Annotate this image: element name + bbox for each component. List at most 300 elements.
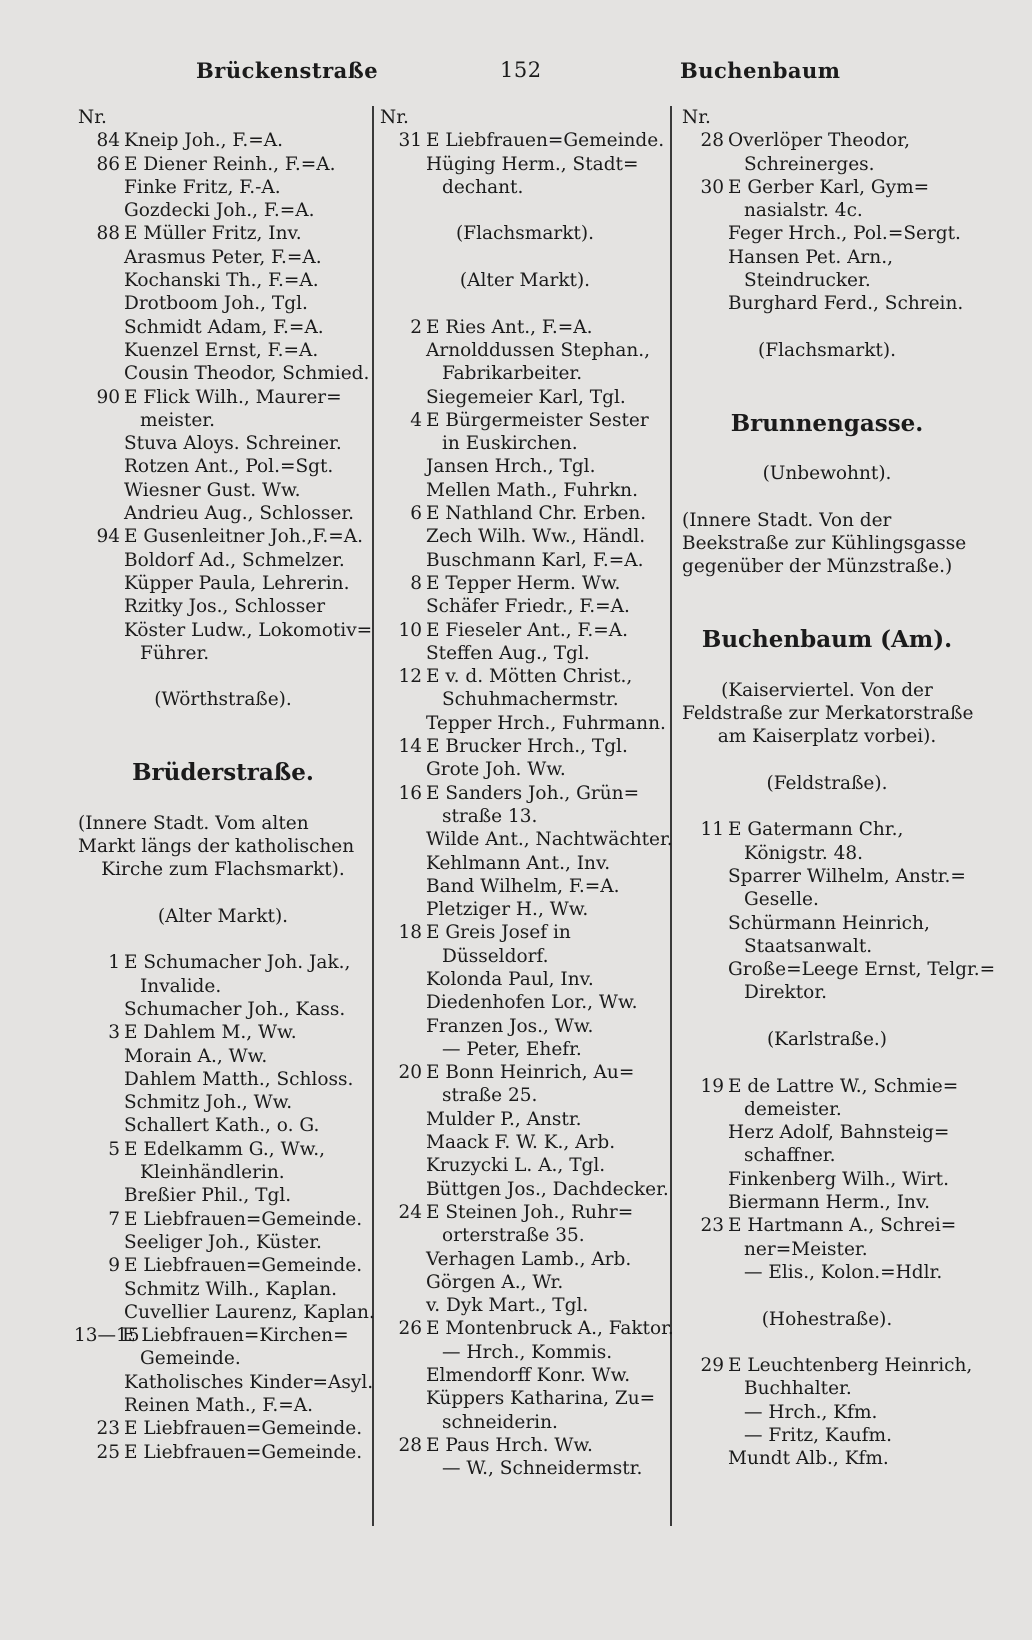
directory-line xyxy=(78,735,368,758)
resident-entry: E Liebfrauen=Gemeinde. xyxy=(124,1255,363,1277)
directory-line xyxy=(682,1238,972,1261)
resident-entry: Schmidt Adam, F.=A. xyxy=(124,316,324,338)
directory-line xyxy=(380,246,670,269)
house-number: 26 xyxy=(398,1318,422,1340)
directory-line xyxy=(682,865,972,888)
directory-line xyxy=(78,106,368,129)
resident-entry: Hansen Pet. Arn., xyxy=(728,246,893,268)
directory-line xyxy=(380,479,670,502)
resident-entry: Elmendorff Konr. Ww. xyxy=(426,1365,631,1387)
directory-line xyxy=(78,153,368,176)
directory-line xyxy=(78,1301,375,1324)
house-number: 31 xyxy=(398,130,422,152)
directory-line xyxy=(78,1371,374,1394)
resident-entry: schneiderin. xyxy=(442,1411,558,1433)
directory-line xyxy=(380,1201,670,1224)
resident-entry: Andrieu Aug., Schlosser. xyxy=(124,503,355,525)
directory-line xyxy=(78,409,368,432)
directory-line xyxy=(380,1411,670,1434)
directory-line xyxy=(78,1347,368,1370)
directory-line xyxy=(78,362,368,385)
house-number: 4 xyxy=(410,409,422,431)
resident-entry: E Montenbruck A., Faktor. xyxy=(426,1318,674,1340)
resident-entry: v. Dyk Mart., Tgl. xyxy=(426,1295,589,1317)
directory-line xyxy=(78,758,368,788)
house-number: 8 xyxy=(410,572,422,594)
directory-line xyxy=(78,642,368,665)
resident-entry: Rzitky Jos., Schlosser xyxy=(124,596,326,618)
directory-line xyxy=(682,509,972,532)
number-column-label: Nr. xyxy=(682,107,711,128)
resident-entry: E Greis Josef in xyxy=(426,922,571,944)
resident-entry: Katholisches Kinder=Asyl. xyxy=(124,1371,374,1393)
directory-line xyxy=(380,106,670,129)
directory-line xyxy=(78,572,368,595)
resident-entry: Reinen Math., F.=A. xyxy=(124,1395,313,1417)
house-number: 20 xyxy=(398,1062,422,1084)
resident-entry: Gemeinde. xyxy=(140,1348,241,1370)
resident-entry: Kuenzel Ernst, F.=A. xyxy=(124,339,319,361)
directory-line xyxy=(380,455,670,478)
directory-line xyxy=(380,875,670,898)
street-note: (Alter Markt). xyxy=(459,270,591,292)
directory-line xyxy=(78,595,368,618)
resident-entry: E Paus Hrch. Ww. xyxy=(426,1434,593,1456)
directory-line xyxy=(380,339,670,362)
directory-line xyxy=(380,153,670,176)
resident-entry: Direktor. xyxy=(744,982,828,1004)
resident-entry: meister. xyxy=(140,409,215,431)
directory-line xyxy=(682,176,972,199)
directory-line xyxy=(78,1161,368,1184)
resident-entry: E Liebfrauen=Gemeinde. xyxy=(124,1208,363,1230)
resident-entry: Rotzen Ant., Pol.=Sgt. xyxy=(124,456,334,478)
directory-line xyxy=(78,222,368,245)
resident-entry: E Liebfrauen=Gemeinde. xyxy=(426,130,665,152)
street-note: (Hohestraße). xyxy=(761,1308,893,1330)
resident-entry: nasialstr. 4c. xyxy=(744,200,863,222)
house-number: 13—15 xyxy=(74,1325,140,1347)
directory-line xyxy=(380,991,670,1014)
directory-line xyxy=(682,246,972,269)
resident-entry: — Hrch., Kfm. xyxy=(744,1401,878,1423)
resident-entry: Schmitz Joh., Ww. xyxy=(124,1092,293,1114)
resident-entry: E Tepper Herm. Ww. xyxy=(426,572,621,594)
resident-entry: Herz Adolf, Bahnsteig= xyxy=(728,1122,950,1144)
resident-entry: Stuva Aloys. Schreiner. xyxy=(124,433,342,455)
directory-line xyxy=(380,665,670,688)
directory-line xyxy=(380,1154,670,1177)
directory-line xyxy=(682,532,972,555)
house-number: 23 xyxy=(700,1215,724,1237)
resident-entry: Hüging Herm., Stadt= xyxy=(426,153,639,175)
directory-line xyxy=(380,1364,670,1387)
directory-line xyxy=(74,1324,368,1347)
directory-line xyxy=(78,1394,368,1417)
resident-entry: Schäfer Friedr., F.=A. xyxy=(426,596,630,618)
resident-entry: in Euskirchen. xyxy=(442,433,578,455)
running-head xyxy=(0,58,1032,92)
house-number: 25 xyxy=(96,1441,120,1463)
street-note: Markt längs der katholischen xyxy=(78,835,355,857)
directory-line xyxy=(380,1271,670,1294)
directory-line xyxy=(380,1294,670,1317)
directory-line xyxy=(380,1131,670,1154)
house-number: 5 xyxy=(108,1138,120,1160)
directory-line xyxy=(380,1084,670,1107)
resident-entry: E Gusenleitner Joh.,F.=A. xyxy=(124,526,364,548)
resident-entry: Staatsanwalt. xyxy=(744,935,873,957)
house-number: 28 xyxy=(398,1434,422,1456)
directory-line xyxy=(78,1254,368,1277)
directory-line xyxy=(682,1331,972,1354)
directory-line xyxy=(682,702,972,725)
resident-entry: Cousin Theodor, Schmied. xyxy=(124,363,370,385)
resident-entry: Steindrucker. xyxy=(744,270,871,292)
directory-line xyxy=(682,912,972,935)
directory-line xyxy=(682,1098,972,1121)
directory-line xyxy=(682,1308,972,1331)
directory-line xyxy=(78,479,368,502)
resident-entry: orterstraße 35. xyxy=(442,1225,585,1247)
directory-line xyxy=(78,905,368,928)
directory-line xyxy=(78,339,368,362)
directory-line xyxy=(682,269,972,292)
street-note: (Unbewohnt). xyxy=(762,463,892,485)
resident-entry: — Peter, Ehefr. xyxy=(442,1038,582,1060)
directory-line xyxy=(682,222,972,245)
directory-line xyxy=(380,642,670,665)
column-rule xyxy=(670,106,672,1526)
directory-line xyxy=(380,1341,670,1364)
directory-line xyxy=(78,1231,368,1254)
directory-line xyxy=(682,579,972,602)
directory-line xyxy=(380,316,670,339)
resident-entry: E Sanders Joh., Grün= xyxy=(426,782,640,804)
directory-line xyxy=(682,679,972,702)
resident-entry: Sparrer Wilhelm, Anstr.= xyxy=(728,865,966,887)
directory-line xyxy=(380,432,670,455)
directory-line xyxy=(682,1354,972,1377)
directory-line xyxy=(380,898,670,921)
number-column-label: Nr. xyxy=(380,107,409,128)
resident-entry: Kruzycki L. A., Tgl. xyxy=(426,1155,606,1177)
directory-line xyxy=(682,339,972,362)
directory-line xyxy=(380,805,670,828)
directory-line xyxy=(682,1005,972,1028)
resident-entry: Kleinhändlerin. xyxy=(140,1162,285,1184)
directory-line xyxy=(380,735,670,758)
directory-line xyxy=(380,1317,674,1340)
resident-entry: Wilde Ant., Nachtwächter. xyxy=(426,829,673,851)
directory-line xyxy=(78,176,368,199)
resident-entry: Düsseldorf. xyxy=(442,945,549,967)
directory-line xyxy=(78,712,368,735)
directory-line xyxy=(682,655,972,678)
house-number: 23 xyxy=(96,1418,120,1440)
resident-entry: E Nathland Chr. Erben. xyxy=(426,503,647,525)
resident-entry: Gozdecki Joh., F.=A. xyxy=(124,200,315,222)
directory-line xyxy=(78,549,368,572)
directory-line xyxy=(78,1441,368,1464)
resident-entry: Verhagen Lamb., Arb. xyxy=(426,1248,632,1270)
directory-line xyxy=(682,555,972,578)
directory-line xyxy=(78,951,368,974)
directory-line xyxy=(78,858,368,881)
resident-entry: Seeliger Joh., Küster. xyxy=(124,1231,322,1253)
house-number: 10 xyxy=(398,619,422,641)
directory-line xyxy=(682,199,972,222)
header-left-street: Brückenstraße xyxy=(196,58,379,83)
resident-entry: — Elis., Kolon.=Hdlr. xyxy=(744,1261,943,1283)
resident-entry: E Brucker Hrch., Tgl. xyxy=(426,736,628,758)
directory-line xyxy=(380,758,670,781)
directory-line xyxy=(380,292,670,315)
directory-line xyxy=(682,935,972,958)
directory-line xyxy=(682,1261,972,1284)
directory-line xyxy=(380,1061,670,1084)
house-number: 24 xyxy=(398,1201,422,1223)
street-note: (Alter Markt). xyxy=(157,905,289,927)
directory-line xyxy=(380,549,670,572)
directory-line xyxy=(380,502,670,525)
directory-line xyxy=(78,975,368,998)
directory-line xyxy=(682,439,972,462)
resident-entry: Große=Leege Ernst, Telgr.= xyxy=(728,959,996,981)
directory-line xyxy=(78,1068,368,1091)
house-number: 30 xyxy=(700,176,724,198)
directory-line xyxy=(682,485,972,508)
resident-entry: ner=Meister. xyxy=(744,1238,868,1260)
directory-line xyxy=(380,782,670,805)
resident-entry: — Hrch., Kommis. xyxy=(442,1341,613,1363)
resident-entry: Finkenberg Wilh., Wirt. xyxy=(728,1168,949,1190)
house-number: 94 xyxy=(96,526,120,548)
resident-entry: E v. d. Mötten Christ., xyxy=(426,666,633,688)
directory-line xyxy=(380,1457,670,1480)
resident-entry: Arnolddussen Stephan., xyxy=(426,339,651,361)
resident-entry: Drotboom Joh., Tgl. xyxy=(124,293,308,315)
resident-entry: Morain A., Ww. xyxy=(124,1045,268,1067)
resident-entry: Zech Wilh. Ww., Händl. xyxy=(426,526,646,548)
directory-line xyxy=(78,502,368,525)
house-number: 12 xyxy=(398,666,422,688)
resident-entry: Grote Joh. Ww. xyxy=(426,759,566,781)
directory-line xyxy=(78,292,368,315)
resident-entry: Königstr. 48. xyxy=(744,842,864,864)
street-note: (Innere Stadt. Von der xyxy=(682,509,892,531)
resident-entry: E Leuchtenberg Heinrich, xyxy=(728,1355,973,1377)
resident-entry: Franzen Jos., Ww. xyxy=(426,1015,594,1037)
directory-line xyxy=(380,968,670,991)
resident-entry: Küppers Katharina, Zu= xyxy=(426,1388,656,1410)
house-number: 1 xyxy=(108,952,120,974)
resident-entry: straße 25. xyxy=(442,1085,538,1107)
resident-entry: E Gatermann Chr., xyxy=(728,819,904,841)
resident-entry: E Steinen Joh., Ruhr= xyxy=(426,1201,634,1223)
resident-entry: Buschmann Karl, F.=A. xyxy=(426,549,644,571)
house-number: 88 xyxy=(96,223,120,245)
directory-line xyxy=(682,1075,972,1098)
resident-entry: Invalide. xyxy=(140,975,222,997)
directory-line xyxy=(380,199,670,222)
directory-line xyxy=(78,432,368,455)
street-note: (Wörthstraße). xyxy=(154,689,292,711)
directory-line xyxy=(380,1015,670,1038)
directory-line xyxy=(380,269,670,292)
resident-entry: Finke Fritz, F.-A. xyxy=(124,176,281,198)
column-2 xyxy=(380,106,674,1481)
directory-line xyxy=(380,619,670,642)
street-note: (Feldstraße). xyxy=(766,772,888,794)
house-number: 84 xyxy=(96,130,120,152)
resident-entry: Mulder P., Anstr. xyxy=(426,1108,582,1130)
resident-entry: demeister. xyxy=(744,1098,842,1120)
resident-entry: Kneip Joh., F.=A. xyxy=(124,130,284,152)
column-3 xyxy=(682,106,996,1471)
directory-line xyxy=(682,1168,972,1191)
street-note: am Kaiserplatz vorbei). xyxy=(717,726,937,748)
directory-line xyxy=(78,1417,368,1440)
resident-entry: Schmitz Wilh., Kaplan. xyxy=(124,1278,337,1300)
directory-line xyxy=(78,665,368,688)
house-number: 3 xyxy=(108,1022,120,1044)
resident-entry: Görgen A., Wr. xyxy=(426,1271,564,1293)
resident-entry: schaffner. xyxy=(744,1145,836,1167)
resident-entry: Band Wilhelm, F.=A. xyxy=(426,875,620,897)
resident-entry: E Bonn Heinrich, Au= xyxy=(426,1062,635,1084)
resident-entry: Küpper Paula, Lehrerin. xyxy=(124,572,350,594)
directory-line xyxy=(78,1208,368,1231)
directory-line xyxy=(78,835,368,858)
directory-line xyxy=(78,882,368,905)
resident-entry: E Diener Reinh., F.=A. xyxy=(124,153,336,175)
resident-entry: E Ries Ant., F.=A. xyxy=(426,316,593,338)
directory-line xyxy=(682,462,972,485)
directory-line xyxy=(78,688,368,711)
directory-line xyxy=(682,292,972,315)
directory-line xyxy=(78,1021,368,1044)
house-number: 86 xyxy=(96,153,120,175)
resident-entry: E Liebfrauen=Gemeinde. xyxy=(124,1418,363,1440)
directory-line xyxy=(682,386,972,409)
resident-entry: Schumacher Joh., Kass. xyxy=(124,998,346,1020)
street-note: (Kaiserviertel. Von der xyxy=(721,679,933,701)
directory-line xyxy=(380,362,670,385)
directory-line xyxy=(380,176,670,199)
resident-entry: Overlöper Theodor, xyxy=(728,130,910,152)
resident-entry: Diedenhofen Lor., Ww. xyxy=(426,992,638,1014)
directory-line xyxy=(78,525,368,548)
resident-entry: Pletziger H., Ww. xyxy=(426,899,589,921)
directory-line xyxy=(682,748,972,771)
directory-line xyxy=(78,998,368,1021)
directory-line xyxy=(682,316,972,339)
directory-line xyxy=(380,688,670,711)
directory-line xyxy=(380,1434,670,1457)
street-note: Kirche zum Flachsmarkt). xyxy=(101,859,345,881)
resident-entry: Jansen Hrch., Tgl. xyxy=(426,456,596,478)
house-number: 14 xyxy=(398,736,422,758)
directory-line xyxy=(682,772,972,795)
directory-line xyxy=(380,712,670,735)
resident-entry: Maack F. W. K., Arb. xyxy=(426,1132,616,1154)
directory-line xyxy=(682,1284,972,1307)
resident-entry: E Gerber Karl, Gym= xyxy=(728,176,930,198)
resident-entry: Dahlem Matth., Schloss. xyxy=(124,1068,354,1090)
resident-entry: E Liebfrauen=Gemeinde. xyxy=(124,1441,363,1463)
street-heading: Buchenbaum (Am). xyxy=(701,626,953,654)
directory-line xyxy=(682,1144,972,1167)
directory-line xyxy=(380,1038,670,1061)
resident-entry: Kolonda Paul, Inv. xyxy=(426,968,594,990)
directory-line xyxy=(78,246,368,269)
directory-line xyxy=(78,316,368,339)
directory-line xyxy=(380,828,673,851)
directory-line xyxy=(682,1121,972,1144)
column-1 xyxy=(74,106,375,1464)
directory-line xyxy=(78,788,368,811)
page-number: 152 xyxy=(500,58,542,82)
house-number: 2 xyxy=(410,316,422,338)
directory-line xyxy=(682,409,972,439)
resident-entry: Kochanski Th., F.=A. xyxy=(124,270,319,292)
house-number: 9 xyxy=(108,1255,120,1277)
resident-entry: Schuhmachermstr. xyxy=(442,689,619,711)
directory-line xyxy=(78,269,368,292)
directory-line xyxy=(380,572,670,595)
resident-entry: E Schumacher Joh. Jak., xyxy=(124,952,351,974)
directory-line xyxy=(682,795,972,818)
resident-entry: E Bürgermeister Sester xyxy=(426,409,649,431)
resident-entry: Breßier Phil., Tgl. xyxy=(124,1185,292,1207)
directory-line xyxy=(682,1377,972,1400)
directory-line xyxy=(682,1447,972,1470)
resident-entry: Steffen Aug., Tgl. xyxy=(426,642,590,664)
resident-entry: E Liebfrauen=Kirchen= xyxy=(122,1325,349,1347)
street-note: Beekstraße zur Kühlingsgasse xyxy=(682,533,967,555)
house-number: 7 xyxy=(108,1208,120,1230)
directory-line xyxy=(682,1214,972,1237)
resident-entry: Mellen Math., Fuhrkn. xyxy=(426,479,638,501)
directory-line xyxy=(78,1278,368,1301)
house-number: 6 xyxy=(410,503,422,525)
house-number: 19 xyxy=(700,1075,724,1097)
directory-line xyxy=(682,1028,972,1051)
directory-line xyxy=(380,1178,670,1201)
resident-entry: Schürmann Heinrich, xyxy=(728,912,930,934)
resident-entry: E de Lattre W., Schmie= xyxy=(728,1075,959,1097)
resident-entry: Siegemeier Karl, Tgl. xyxy=(426,386,626,408)
directory-line xyxy=(78,1091,368,1114)
street-note: (Karlstraße.) xyxy=(766,1028,888,1050)
resident-entry: Wiesner Gust. Ww. xyxy=(124,479,301,501)
directory-line xyxy=(78,1184,368,1207)
number-column-label: Nr. xyxy=(78,107,107,128)
resident-entry: Burghard Ferd., Schrein. xyxy=(728,293,964,315)
directory-line xyxy=(380,525,670,548)
house-number: 29 xyxy=(700,1355,724,1377)
resident-entry: Boldorf Ad., Schmelzer. xyxy=(124,549,345,571)
resident-entry: Köster Ludw., Lokomotiv= xyxy=(124,619,373,641)
directory-line xyxy=(682,129,972,152)
directory-line xyxy=(380,945,670,968)
resident-entry: — Fritz, Kaufm. xyxy=(744,1425,892,1447)
directory-line xyxy=(682,362,972,385)
resident-entry: Kehlmann Ant., Inv. xyxy=(426,852,611,874)
directory-line xyxy=(78,619,373,642)
directory-line xyxy=(682,842,972,865)
